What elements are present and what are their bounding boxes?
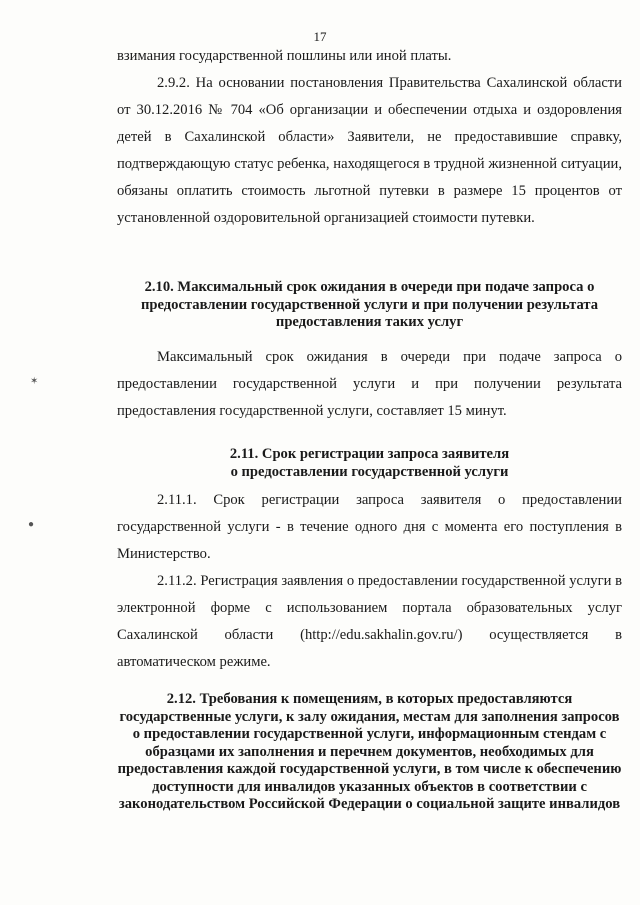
heading-2-12 (117, 691, 622, 814)
heading-text-line1: 2.11. Срок регистрации запроса заявителя (229, 446, 510, 462)
scan-speck: ● (28, 519, 35, 530)
paragraph-text: 2.11.2. Регистрация заявления о предоставлении государственной услуги в электронной форме с использованием портала образовательных услуг Сахалинской области (http://edu.sakhalin.gov.ru/) осуществляется в автоматическом режиме. (117, 573, 622, 670)
heading-text: 2.12. Требования к помещениям, в которых предоставляются государственные услуги, к залу ожидания, местам для заполнения запросов о предоставлении государственной услуги, информационным стендам с образцами их заполнения и перечнем документов, необходимых для предоставления каждой государственной услуги, в том числе к обеспечению доступности для инвалидов указанных объектов в соответствии с законодательством Российской Федерации о социальной защите инвалидов (117, 691, 622, 812)
paragraph-text: взимания государственной пошлины или иной платы. (117, 48, 452, 64)
paragraph-continuation (117, 43, 622, 70)
paragraph-2-11-1 (117, 487, 622, 568)
paragraph-2-11-2 (117, 568, 622, 676)
paragraph-text: 2.11.1. Срок регистрации запроса заявителя о предоставлении государственной услуги - в течение одного дня с момента его поступления в Министерство. (117, 492, 622, 562)
heading-text: 2.10. Максимальный срок ожидания в очереди при подаче запроса о предоставлении государственной услуги и при получении результата предоставления таких услуг (140, 279, 599, 330)
paragraph-2-10 (117, 344, 622, 425)
paragraph-2-9-2 (117, 70, 622, 232)
scan-speck: ✶ (30, 376, 39, 387)
page-number: 17 (313, 29, 327, 44)
heading-2-10 (117, 279, 622, 332)
heading-text-line2: о предоставлении государственной услуги (230, 463, 509, 480)
paragraph-text: Максимальный срок ожидания в очереди при подаче запроса о предоставлении государственной услуги и при получении результата предоставления государственной услуги, составляет 15 минут. (117, 349, 622, 419)
heading-2-11 (117, 446, 622, 481)
paragraph-text: 2.9.2. На основании постановления Правительства Сахалинской области от 30.12.2016 № 704 «Об организации и обеспечении отдыха и оздоровления детей в Сахалинской области» Заявители, не предоставившие справку, подтверждающую статус ребенка, находящегося в трудной жизненной ситуации, обязаны оплатить стоимость льготной путевки в размере 15 процентов от установленной оздоровительной организацией стоимости путевки. (117, 75, 622, 226)
